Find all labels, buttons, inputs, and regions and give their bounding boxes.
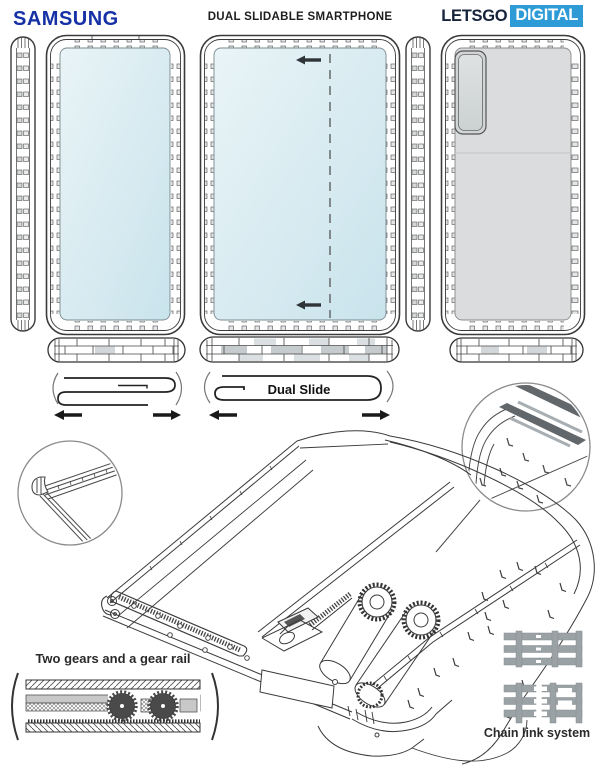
phone-rear-figure (440, 34, 586, 336)
bottom-edge-figure-closed (47, 337, 186, 363)
phone-screen-expanded (214, 48, 386, 320)
callout-leader-line (436, 500, 480, 552)
page-title: DUAL SLIDABLE SMARTPHONE (207, 11, 393, 23)
gear-carriage (26, 692, 200, 720)
letsgo-logo-text: LETSGO (441, 6, 508, 25)
phone-screen (60, 48, 170, 320)
phone-expanded-figure (199, 34, 401, 336)
bottom-edge-figure-rear (449, 337, 584, 363)
frame-tick-band (51, 56, 60, 314)
bottom-edge-figure-expanded (199, 336, 400, 363)
gear-rail (111, 591, 249, 660)
dual-slide-label: Dual Slide (267, 382, 331, 397)
chain-link-label: Chain link system (483, 726, 591, 740)
samsung-logo: SAMSUNG (13, 8, 119, 30)
corner-callout-circle (18, 441, 123, 547)
camera-module (455, 51, 486, 134)
phone-front-figure (45, 34, 186, 336)
chain-link-figure-open (504, 683, 582, 723)
gear-mechanism-figure (2, 668, 228, 748)
gear-rack (310, 594, 352, 630)
roller-rear (316, 585, 395, 689)
side-edge-figure-right (405, 36, 431, 332)
chain-link-figure-closed (504, 631, 582, 667)
chain-link-figures (488, 626, 594, 726)
digital-logo-badge: DIGITAL (510, 5, 583, 27)
side-edge-figure-left (10, 36, 36, 332)
rail-callout-circle (436, 381, 596, 552)
gear-mechanism-label: Two gears and a gear rail (35, 651, 191, 666)
letsgodigital-logo (441, 5, 583, 27)
